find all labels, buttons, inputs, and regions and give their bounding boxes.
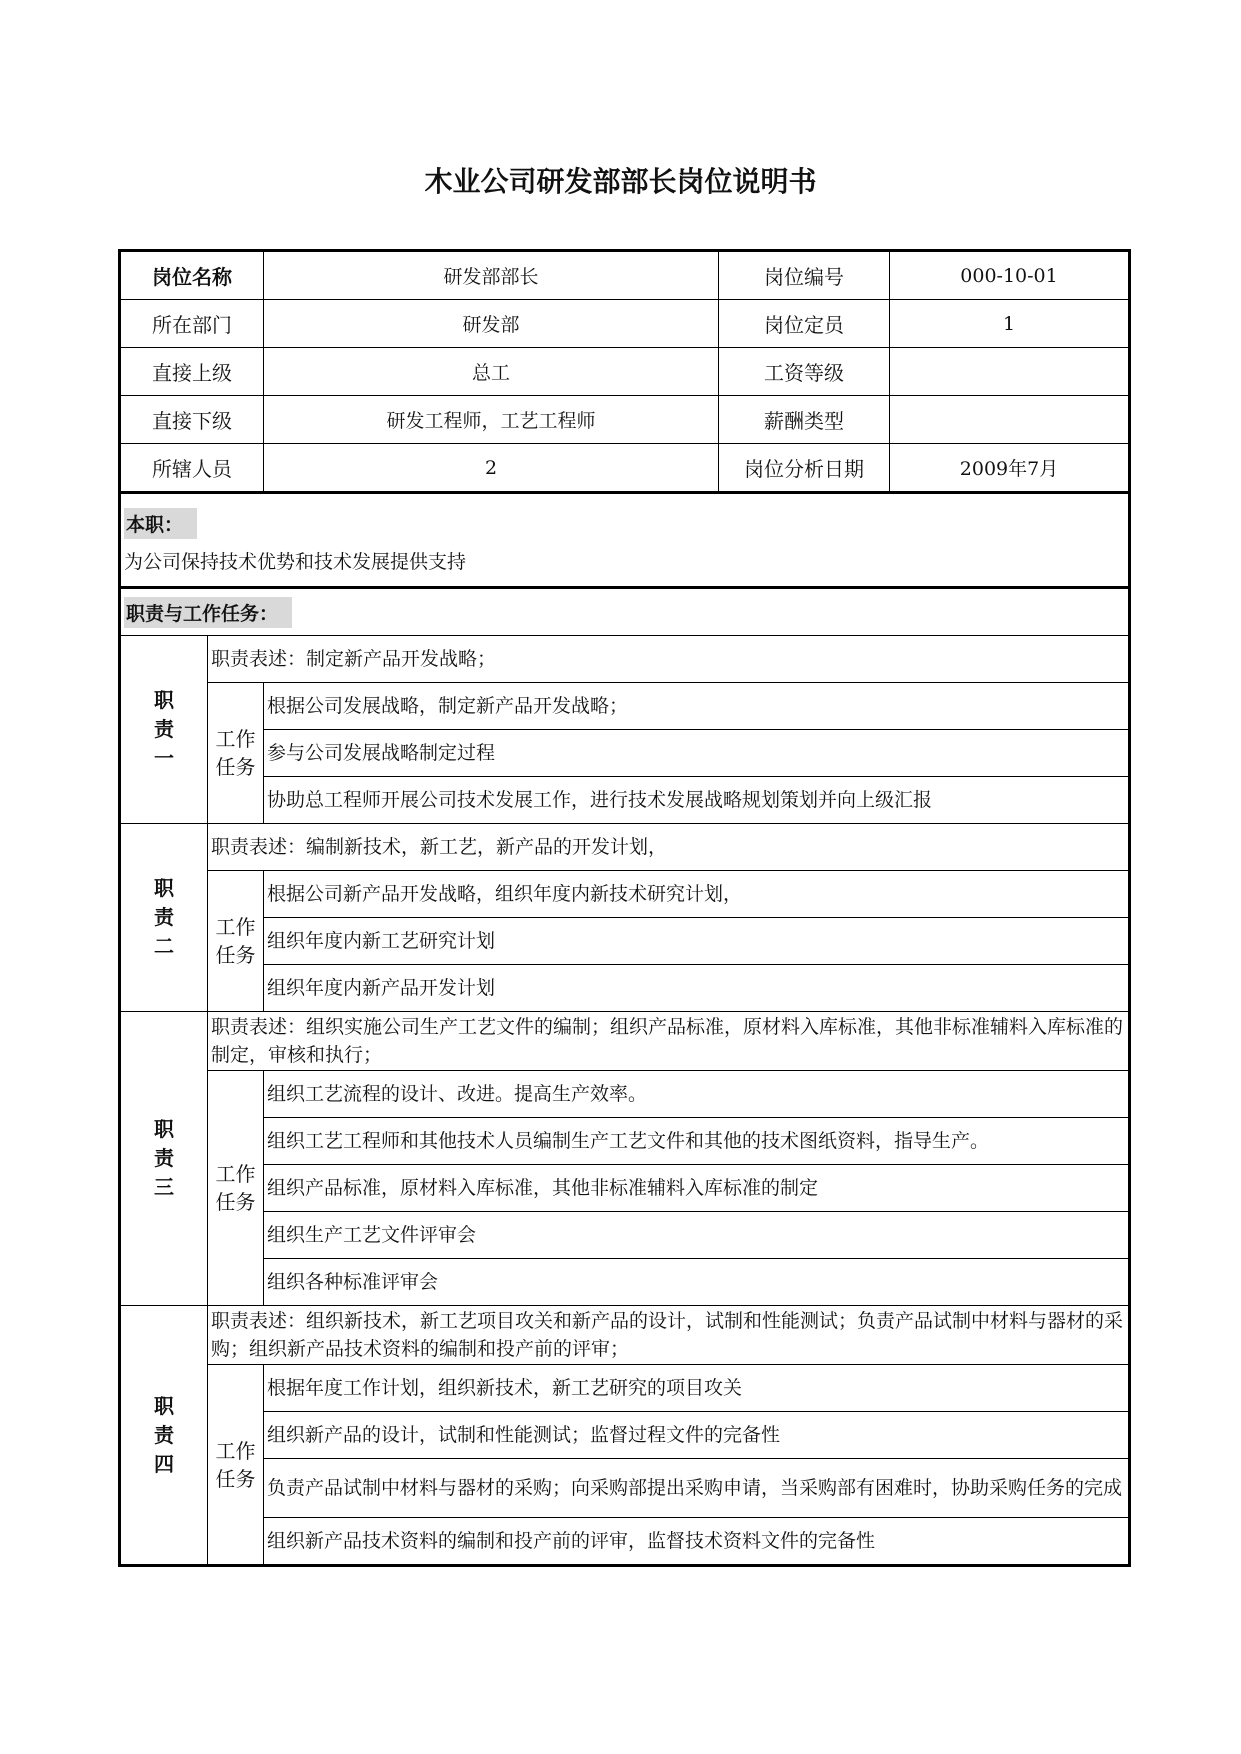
info-value: 总工 xyxy=(264,348,719,396)
duty-desc-row xyxy=(120,1306,1130,1365)
info-value: 2009年7月 xyxy=(890,444,1130,493)
task-label: 工作 任务 xyxy=(208,871,264,1012)
info-value: 研发工程师，工艺工程师 xyxy=(264,396,719,444)
task-item: 组织新产品技术资料的编制和投产前的评审，监督技术资料文件的完备性 xyxy=(264,1518,1130,1566)
duty-description: 职责表述：制定新产品开发战略； xyxy=(208,636,1130,683)
duty-description: 职责表述：组织新技术，新工艺项目攻关和新产品的设计，试制和性能测试；负责产品试制中材料与器材的采购；组织新产品技术资料的编制和投产前的评审； xyxy=(208,1306,1130,1365)
task-row xyxy=(120,1459,1130,1518)
duty-desc-row xyxy=(120,824,1130,871)
task-row xyxy=(120,730,1130,777)
duty-description: 职责表述：组织实施公司生产工艺文件的编制；组织产品标准，原材料入库标准，其他非标准辅料入库标准的制定，审核和执行； xyxy=(208,1012,1130,1071)
info-row xyxy=(120,348,1130,396)
benzhi-heading: 本职： xyxy=(124,508,197,539)
info-label: 岗位分析日期 xyxy=(719,444,890,493)
task-item: 组织年度内新产品开发计划 xyxy=(264,965,1130,1012)
info-label: 岗位名称 xyxy=(120,251,264,300)
duties-heading-row xyxy=(120,588,1130,636)
info-label: 所辖人员 xyxy=(120,444,264,493)
task-row xyxy=(120,683,1130,730)
task-row xyxy=(120,777,1130,824)
info-value: 研发部 xyxy=(264,300,719,348)
info-label: 工资等级 xyxy=(719,348,890,396)
task-item: 根据公司新产品开发战略，组织年度内新技术研究计划， xyxy=(264,871,1130,918)
benzhi-text: 为公司保持技术优势和技术发展提供支持 xyxy=(124,551,467,573)
duty-label: 职 责 二 xyxy=(120,824,208,1012)
task-row xyxy=(120,965,1130,1012)
benzhi-row xyxy=(120,493,1130,588)
task-row xyxy=(120,1212,1130,1259)
task-label: 工作 任务 xyxy=(208,683,264,824)
task-row xyxy=(120,1412,1130,1459)
duty-label: 职 责 三 xyxy=(120,1012,208,1306)
info-label: 直接上级 xyxy=(120,348,264,396)
info-value xyxy=(890,396,1130,444)
task-item: 组织年度内新工艺研究计划 xyxy=(264,918,1130,965)
info-value xyxy=(890,348,1130,396)
task-row xyxy=(120,1365,1130,1412)
info-label: 薪酬类型 xyxy=(719,396,890,444)
info-value: 研发部部长 xyxy=(264,251,719,300)
benzhi-cell xyxy=(120,493,1130,588)
info-label: 岗位定员 xyxy=(719,300,890,348)
task-row xyxy=(120,1165,1130,1212)
task-label: 工作 任务 xyxy=(208,1071,264,1306)
task-item: 组织生产工艺文件评审会 xyxy=(264,1212,1130,1259)
duty-description: 职责表述：编制新技术，新工艺，新产品的开发计划， xyxy=(208,824,1130,871)
task-item: 组织各种标准评审会 xyxy=(264,1259,1130,1306)
info-label: 所在部门 xyxy=(120,300,264,348)
task-item: 负责产品试制中材料与器材的采购；向采购部提出采购申请，当采购部有困难时，协助采购任务的完成 xyxy=(264,1459,1130,1518)
task-row xyxy=(120,1071,1130,1118)
duty-desc-row xyxy=(120,1012,1130,1071)
info-row xyxy=(120,396,1130,444)
task-row xyxy=(120,1518,1130,1566)
task-item: 参与公司发展战略制定过程 xyxy=(264,730,1130,777)
duty-label: 职 责 四 xyxy=(120,1306,208,1566)
info-row xyxy=(120,444,1130,493)
task-label: 工作 任务 xyxy=(208,1365,264,1566)
info-row xyxy=(120,300,1130,348)
info-label: 直接下级 xyxy=(120,396,264,444)
task-item: 根据年度工作计划，组织新技术，新工艺研究的项目攻关 xyxy=(264,1365,1130,1412)
info-value: 000-10-01 xyxy=(890,251,1130,300)
task-item: 组织工艺流程的设计、改进。提高生产效率。 xyxy=(264,1071,1130,1118)
task-row xyxy=(120,918,1130,965)
duty-desc-row xyxy=(120,636,1130,683)
info-value: 2 xyxy=(264,444,719,493)
task-row xyxy=(120,1118,1130,1165)
task-item: 组织工艺工程师和其他技术人员编制生产工艺文件和其他的技术图纸资料，指导生产。 xyxy=(264,1118,1130,1165)
task-row xyxy=(120,1259,1130,1306)
task-item: 组织新产品的设计，试制和性能测试；监督过程文件的完备性 xyxy=(264,1412,1130,1459)
info-row xyxy=(120,251,1130,300)
page-title: 木业公司研发部部长岗位说明书 xyxy=(424,165,817,198)
duties-heading: 职责与工作任务： xyxy=(124,597,292,628)
info-label: 岗位编号 xyxy=(719,251,890,300)
task-row xyxy=(120,871,1130,918)
duties-heading-cell xyxy=(120,588,1130,636)
task-item: 根据公司发展战略，制定新产品开发战略； xyxy=(264,683,1130,730)
job-description-table xyxy=(118,249,1131,1567)
info-value: 1 xyxy=(890,300,1130,348)
duty-label: 职 责 一 xyxy=(120,636,208,824)
task-item: 组织产品标准，原材料入库标准，其他非标准辅料入库标准的制定 xyxy=(264,1165,1130,1212)
task-item: 协助总工程师开展公司技术发展工作，进行技术发展战略规划策划并向上级汇报 xyxy=(264,777,1130,824)
